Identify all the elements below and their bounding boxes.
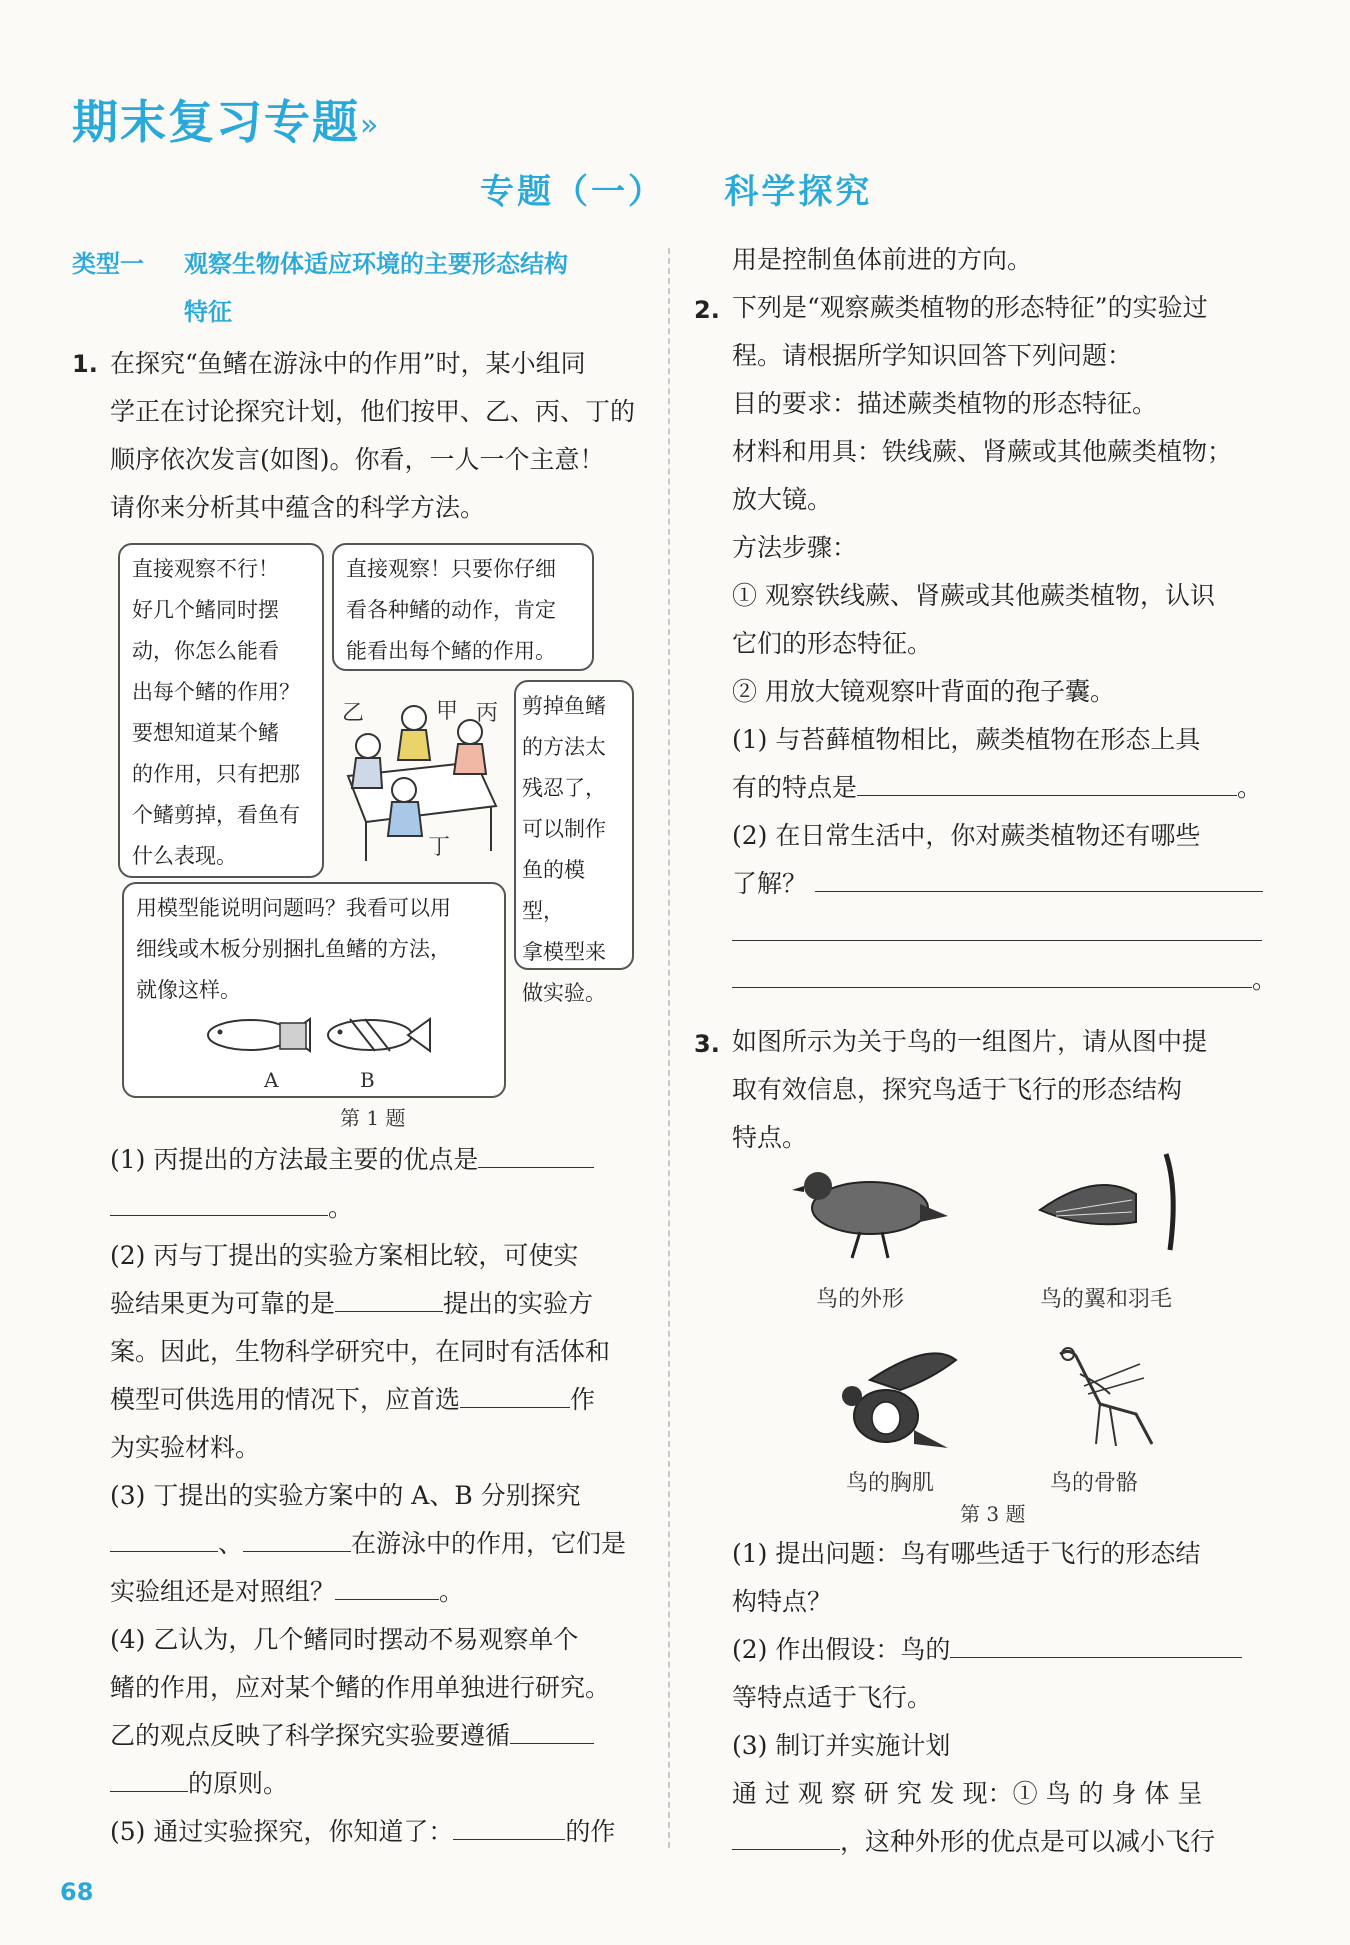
- answer-blank[interactable]: [950, 1627, 1242, 1658]
- q1-sub5-text-a: (5) 通过实验探究，你知道了：: [110, 1817, 454, 1846]
- q3-line3: 特点。: [732, 1123, 808, 1152]
- q1-sub3-text-d: 。: [439, 1577, 465, 1606]
- bubble-line: 拿模型来: [522, 940, 606, 964]
- q3-sub3-line3: [732, 1818, 1215, 1866]
- q2-line5: 放大镜。: [732, 485, 833, 514]
- bubble-line: 什么表现。: [132, 844, 237, 868]
- q2-line4: 材料和用具：铁线蕨、肾蕨或其他蕨类植物；: [732, 437, 1233, 466]
- bubble-line: 能看出每个鳍的作用。: [346, 639, 556, 663]
- answer-blank[interactable]: [857, 765, 1237, 796]
- label-bing: 丙: [476, 701, 499, 726]
- q1-sub3-text-a: 、: [218, 1529, 244, 1558]
- q3-line2: 取有效信息，探究鸟适于飞行的形态结构: [732, 1075, 1183, 1104]
- q1-number: 1.: [72, 350, 98, 378]
- q1-sub2-text-c: 模型可供选用的情况下，应首选: [110, 1385, 461, 1414]
- q1-stem-line4: 请你来分析其中蕴含的科学方法。: [110, 493, 486, 522]
- bird-image-label: 鸟的胸肌: [846, 1471, 935, 1496]
- type-title-line2: 特征: [184, 298, 232, 326]
- bubble-line: 好几个鳍同时摆: [132, 598, 279, 622]
- bubble-line: 细线或木板分别捆扎鱼鳍的方法，: [136, 937, 451, 961]
- bird-shape-image: [790, 1146, 950, 1266]
- q2-sub2-text: 了解？: [732, 869, 808, 898]
- q1-sub3-line2: [110, 1520, 626, 1568]
- bubble-line: 个鳍剪掉，看鱼有: [132, 803, 300, 827]
- q1-sub1-line1: [110, 1136, 594, 1184]
- answer-blank[interactable]: [110, 1521, 218, 1552]
- page-number: 68: [60, 1878, 94, 1906]
- q1-sub1-end: 。: [328, 1193, 354, 1222]
- q3-sub2-line1: [732, 1626, 1242, 1674]
- figure-3-caption: 第 3 题: [960, 1502, 1026, 1526]
- q1-sub2-line3: 案。因此，生物科学研究中，在同时有活体和: [110, 1337, 611, 1366]
- answer-blank[interactable]: [243, 1521, 351, 1552]
- bubble-line: 看各种鳍的动作，肯定: [346, 598, 556, 622]
- column-divider: [668, 248, 670, 1848]
- q2-line3: 目的要求：描述蕨类植物的形态特征。: [732, 389, 1158, 418]
- bubble-line: 鱼的模型，: [522, 858, 585, 923]
- q1-sub5-line2: 用是控制鱼体前进的方向。: [732, 245, 1033, 274]
- answer-blank[interactable]: [110, 1761, 188, 1792]
- topic-label: 专题（一）: [480, 172, 665, 212]
- q3-sub3-line1: (3) 制订并实施计划: [732, 1731, 951, 1760]
- bubble-line: 的方法太: [522, 735, 606, 759]
- bubble-line: 剪掉鱼鳍: [522, 694, 606, 718]
- q1-sub2-text-a: 验结果更为可靠的是: [110, 1289, 336, 1318]
- q2-line13: [732, 860, 1263, 908]
- label-jia: 甲: [436, 699, 459, 724]
- answer-line[interactable]: [732, 940, 1262, 941]
- speech-bubble-bing: [514, 680, 634, 1005]
- q1-sub2-line2: [110, 1280, 593, 1328]
- answer-blank[interactable]: [460, 1377, 570, 1408]
- bubble-line: 直接观察不行！: [132, 557, 279, 581]
- q1-stem-line3: 顺序依次发言(如图)。你看，一人一个主意！: [110, 445, 605, 474]
- q1-sub3-line3: [110, 1568, 464, 1616]
- q1-sub4-line2: 鳍的作用，应对某个鳍的作用单独进行研究。: [110, 1673, 611, 1702]
- q1-sub2-text-d: 作: [570, 1385, 596, 1414]
- q1-stem-line2: 学正在讨论探究计划，他们按甲、乙、丙、丁的: [110, 397, 636, 426]
- bubble-line: 要想知道某个鳍: [132, 721, 279, 745]
- q1-sub3-text-c: 实验组还是对照组？: [110, 1577, 336, 1606]
- q1-sub4-line3: [110, 1712, 594, 1760]
- bird-wing-feather-image: [1036, 1150, 1186, 1260]
- q3-sub1-line2: 构特点？: [732, 1587, 833, 1616]
- bird-image-label: 鸟的外形: [816, 1287, 905, 1312]
- answer-blank[interactable]: [732, 957, 1252, 988]
- bird-image-label: 鸟的翼和羽毛: [1040, 1287, 1173, 1312]
- answer-blank[interactable]: [453, 1809, 565, 1840]
- speech-bubble-ding: [122, 882, 506, 1098]
- q1-sub2-text-b: 提出的实验方: [443, 1289, 594, 1318]
- q2-line9: ② 用放大镜观察叶背面的孢子囊。: [732, 677, 1115, 706]
- q1-sub2-line4: [110, 1376, 595, 1424]
- fish-label-b: B: [360, 1068, 375, 1092]
- q2-sub1-text: 有的特点是: [732, 773, 858, 802]
- q3-line1: 如图所示为关于鸟的一组图片，请从图中提: [732, 1027, 1208, 1056]
- section-header-title: 期末复习专题: [72, 95, 360, 149]
- q2-line1: 下列是“观察蕨类植物的形态特征”的实验过: [732, 293, 1208, 322]
- double-chevron-icon: »: [360, 108, 379, 143]
- answer-blank[interactable]: [815, 861, 1263, 892]
- bubble-line: 的作用，只有把那: [132, 762, 300, 786]
- q1-sub2-line5: 为实验材料。: [110, 1433, 261, 1462]
- speech-bubble-yi: [118, 543, 324, 878]
- q1-sub4-line4: [110, 1760, 288, 1808]
- bubble-line: 做实验。: [522, 981, 606, 1005]
- answer-blank[interactable]: [478, 1137, 594, 1168]
- q2-sub2-end: 。: [1252, 965, 1278, 994]
- fish-label-a: A: [264, 1068, 279, 1092]
- answer-blank[interactable]: [732, 1819, 840, 1850]
- speech-bubble-jia: [332, 543, 594, 671]
- q2-line2: 程。请根据所学知识回答下列问题：: [732, 341, 1133, 370]
- q2-sub1-end: 。: [1237, 773, 1263, 802]
- q3-sub2-line2: 等特点适于飞行。: [732, 1683, 933, 1712]
- q1-sub4-text-a: 乙的观点反映了科学探究实验要遵循: [110, 1721, 511, 1750]
- q1-sub4-line1: (4) 乙认为，几个鳍同时摆动不易观察单个: [110, 1625, 579, 1654]
- bubble-line: 可以制作: [522, 817, 606, 841]
- bubble-line: 用模型能说明问题吗？我看可以用: [136, 896, 451, 920]
- bubble-line: 动，你怎么能看: [132, 639, 279, 663]
- bird-chest-muscle-image: [830, 1340, 960, 1460]
- q2-line12: (2) 在日常生活中，你对蕨类植物还有哪些: [732, 821, 1201, 850]
- q2-line6: 方法步骤：: [732, 533, 858, 562]
- answer-blank[interactable]: [110, 1185, 328, 1216]
- bird-skeleton-image: [1040, 1334, 1170, 1454]
- bubble-line: 就像这样。: [136, 978, 241, 1002]
- q1-sub4-text-b: 的原则。: [188, 1769, 289, 1798]
- q1-sub1-line2: [110, 1184, 353, 1232]
- q2-line14: [732, 956, 1277, 1004]
- topic-title: [480, 164, 872, 213]
- q1-sub3-text-b: 在游泳中的作用，它们是: [351, 1529, 627, 1558]
- bubble-line: 残忍了，: [522, 776, 606, 800]
- figure-1-caption: 第 1 题: [340, 1106, 406, 1130]
- label-ding: 丁: [428, 835, 451, 860]
- q2-number: 2.: [694, 296, 720, 324]
- fish-models-illustration: [200, 1005, 440, 1061]
- q1-sub2-line1: (2) 丙与丁提出的实验方案相比较，可使实: [110, 1241, 579, 1270]
- q1-sub5-line1: [110, 1808, 615, 1856]
- type-title-line1: 观察生物体适应环境的主要形态结构: [184, 250, 568, 278]
- q1-sub3-line1: (3) 丁提出的实验方案中的 A、B 分别探究: [110, 1481, 581, 1510]
- bubble-line: 出每个鳍的作用？: [132, 680, 300, 704]
- q1-sub1-text: (1) 丙提出的方法最主要的优点是: [110, 1145, 479, 1174]
- answer-blank[interactable]: [335, 1569, 439, 1600]
- q3-sub1-line1: (1) 提出问题：鸟有哪些适于飞行的形态结: [732, 1539, 1201, 1568]
- q2-line8: 它们的形态特征。: [732, 629, 933, 658]
- answer-blank[interactable]: [510, 1713, 594, 1744]
- topic-name: 科学探究: [724, 172, 873, 212]
- q1-sub5-text-b: 的作: [565, 1817, 616, 1846]
- q3-number: 3.: [694, 1030, 720, 1058]
- q2-line7: ① 观察铁线蕨、肾蕨或其他蕨类植物，认识: [732, 581, 1215, 610]
- answer-blank[interactable]: [335, 1281, 443, 1312]
- q2-line11: [732, 764, 1262, 812]
- type-label: 类型一: [72, 250, 144, 278]
- q3-sub3-line2: 通 过 观 察 研 究 发 现：① 鸟 的 身 体 呈: [732, 1779, 1203, 1808]
- bird-image-label: 鸟的骨骼: [1050, 1471, 1139, 1496]
- q1-stem-line1: 在探究“鱼鳍在游泳中的作用”时，某小组同: [110, 349, 586, 378]
- bubble-line: 直接观察！只要你仔细: [346, 557, 556, 581]
- q3-sub2-text: (2) 作出假设：鸟的: [732, 1635, 951, 1664]
- q3-sub3-text: ，这种外形的优点是可以减小飞行: [840, 1827, 1216, 1856]
- q2-line10: (1) 与苔藓植物相比，蕨类植物在形态上具: [732, 725, 1201, 754]
- label-yi: 乙: [342, 701, 365, 726]
